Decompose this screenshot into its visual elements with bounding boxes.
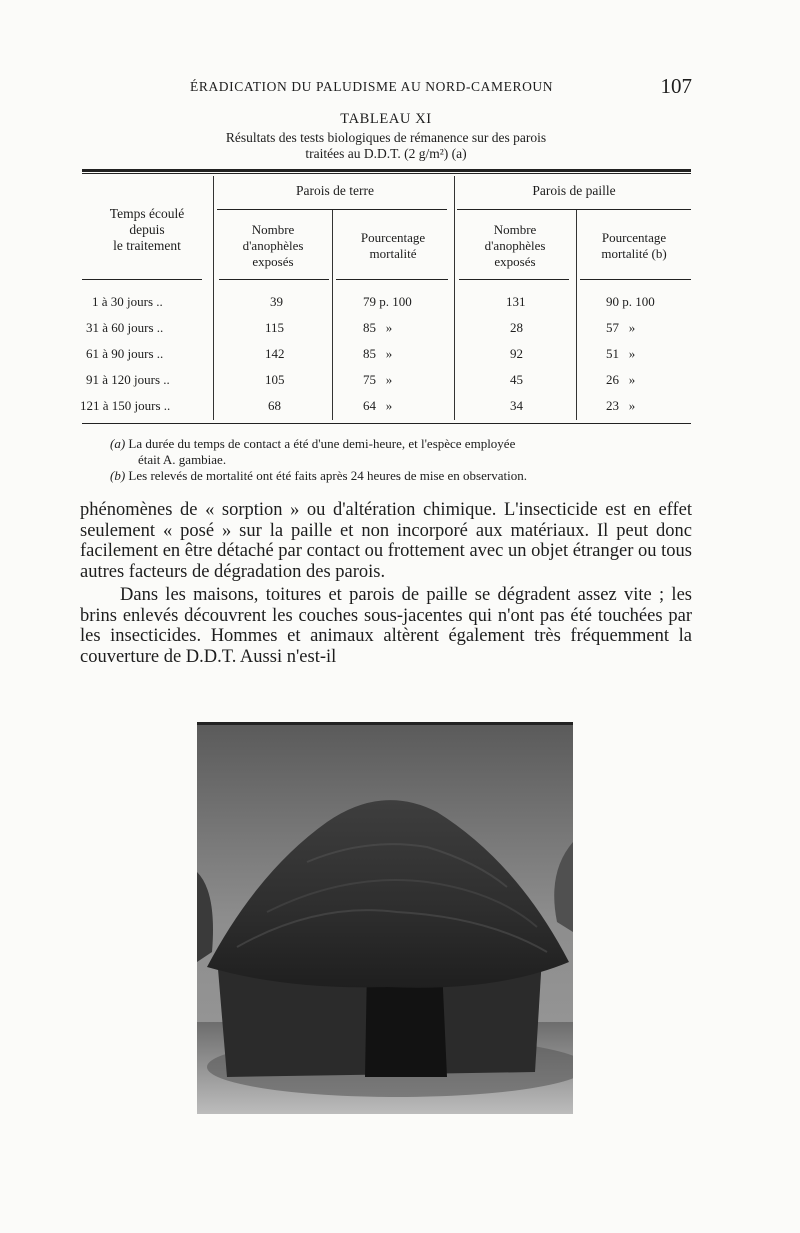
earth-exposed-value: 142: [265, 346, 285, 361]
group-header-straw: Parois de paille: [532, 183, 616, 198]
stub-header-line: le traitement: [113, 238, 181, 253]
stub-header-line: depuis: [129, 222, 165, 237]
row-label: 1 à 30 jours ..: [92, 294, 163, 309]
col-header-line: Pourcentage: [360, 230, 426, 245]
col-header-straw-exposed: [455, 222, 575, 270]
earth-mortality-value: 64 »: [363, 398, 393, 413]
table-caption-line: traitées au D.D.T. (2 g/m²) (a): [305, 146, 467, 161]
straw-exposed-value: 92: [510, 346, 523, 361]
straw-exposed-value: 131: [506, 294, 526, 309]
row-label: 91 à 120 jours ..: [86, 372, 170, 387]
footnote-a: [110, 436, 700, 452]
table-title: TABLEAU XI: [340, 111, 432, 127]
straw-exposed-value: 45: [510, 372, 523, 387]
group-rule-straw: [457, 209, 691, 210]
straw-mortality-value: 51 »: [606, 346, 636, 361]
header-bottom-rule: [219, 279, 329, 280]
running-head: [80, 76, 692, 100]
earth-exposed-value: 105: [265, 372, 285, 387]
table-footnotes: [110, 436, 700, 484]
header-bottom-rule: [459, 279, 569, 280]
running-title: ÉRADICATION DU PALUDISME AU NORD-CAMEROUN: [190, 79, 554, 94]
table-top-rule-thin: [82, 173, 691, 174]
footnote-text: Les relevés de mortalité ont été faits après 24 heures de mise en observation.: [128, 468, 527, 483]
earth-mortality-value: 79 p. 100: [363, 294, 412, 309]
earth-mortality-value: 85 »: [363, 346, 393, 361]
footnote-a-continuation: était A. gambiae.: [138, 452, 227, 467]
page-number: 107: [660, 74, 692, 98]
straw-mortality-value: 90 p. 100: [606, 294, 655, 309]
col-header-line: exposés: [252, 254, 294, 269]
row-label: 61 à 90 jours ..: [86, 346, 164, 361]
table-bottom-rule: [82, 423, 691, 424]
col-header-line: Pourcentage: [601, 230, 667, 245]
col-header-line: mortalité: [369, 246, 417, 261]
straw-mortality-value: 26 »: [606, 372, 636, 387]
footnote-mark: (a): [110, 436, 126, 451]
col-header-line: d'anophèles: [242, 238, 304, 253]
table-caption-line: Résultats des tests biologiques de rémanence sur des parois: [225, 130, 547, 145]
earth-mortality-value: 85 »: [363, 320, 393, 335]
col-header-line: Nombre: [251, 222, 295, 237]
footnote-text: La durée du temps de contact a été d'une demi-heure, et l'espèce employée: [128, 436, 516, 451]
straw-exposed-value: 28: [510, 320, 523, 335]
col-header-earth-mortality: [333, 230, 453, 262]
earth-exposed-value: 68: [268, 398, 281, 413]
header-bottom-rule: [580, 279, 691, 280]
table-caption: [130, 130, 642, 162]
body-text: [80, 500, 692, 668]
hut-photograph-image: [197, 722, 573, 1114]
footnote-mark: (b): [110, 468, 126, 483]
header-bottom-rule: [336, 279, 448, 280]
straw-mortality-value: 23 »: [606, 398, 636, 413]
straw-exposed-value: 34: [510, 398, 523, 413]
col-header-straw-mortality: [577, 230, 691, 262]
col-header-line: exposés: [494, 254, 536, 269]
table-top-rule: [82, 169, 691, 172]
col-header-line: d'anophèles: [484, 238, 546, 253]
row-label: 121 à 150 jours ..: [80, 398, 171, 413]
paragraph: Dans les maisons, toitures et parois de paille se dégradent assez vite ; les brins enlevés découvrent les couches sous-jacentes qui n'ont pas été touchées par les insecticides. Hommes et animaux altèrent également très fréquemment la couverture de D.D.T. Aussi n'est-il: [80, 584, 692, 667]
group-header-earth: Parois de terre: [296, 183, 374, 198]
straw-mortality-value: 57 »: [606, 320, 636, 335]
header-bottom-rule: [82, 279, 202, 280]
col-header-earth-exposed: [214, 222, 332, 270]
earth-exposed-value: 115: [265, 320, 285, 335]
paragraph: phénomènes de « sorption » ou d'altération chimique. L'insecticide est en effet seulement « posé » sur la paille et non incorporé aux matériaux. Il peut donc facilement en être détaché par contact ou frottement avec un objet étranger ou tous autres facteurs de dégradation des parois.: [80, 500, 692, 583]
col-header-line: mortalité (b): [601, 246, 667, 261]
hut-photograph: [197, 722, 573, 1114]
stub-header-line: Temps écoulé: [109, 206, 185, 221]
row-label: 31 à 60 jours ..: [86, 320, 164, 335]
earth-mortality-value: 75 »: [363, 372, 393, 387]
earth-exposed-value: 39: [270, 294, 283, 309]
footnote-b: [110, 468, 700, 484]
col-header-line: Nombre: [493, 222, 537, 237]
stub-header: [82, 206, 212, 254]
col-divider: [454, 176, 455, 420]
